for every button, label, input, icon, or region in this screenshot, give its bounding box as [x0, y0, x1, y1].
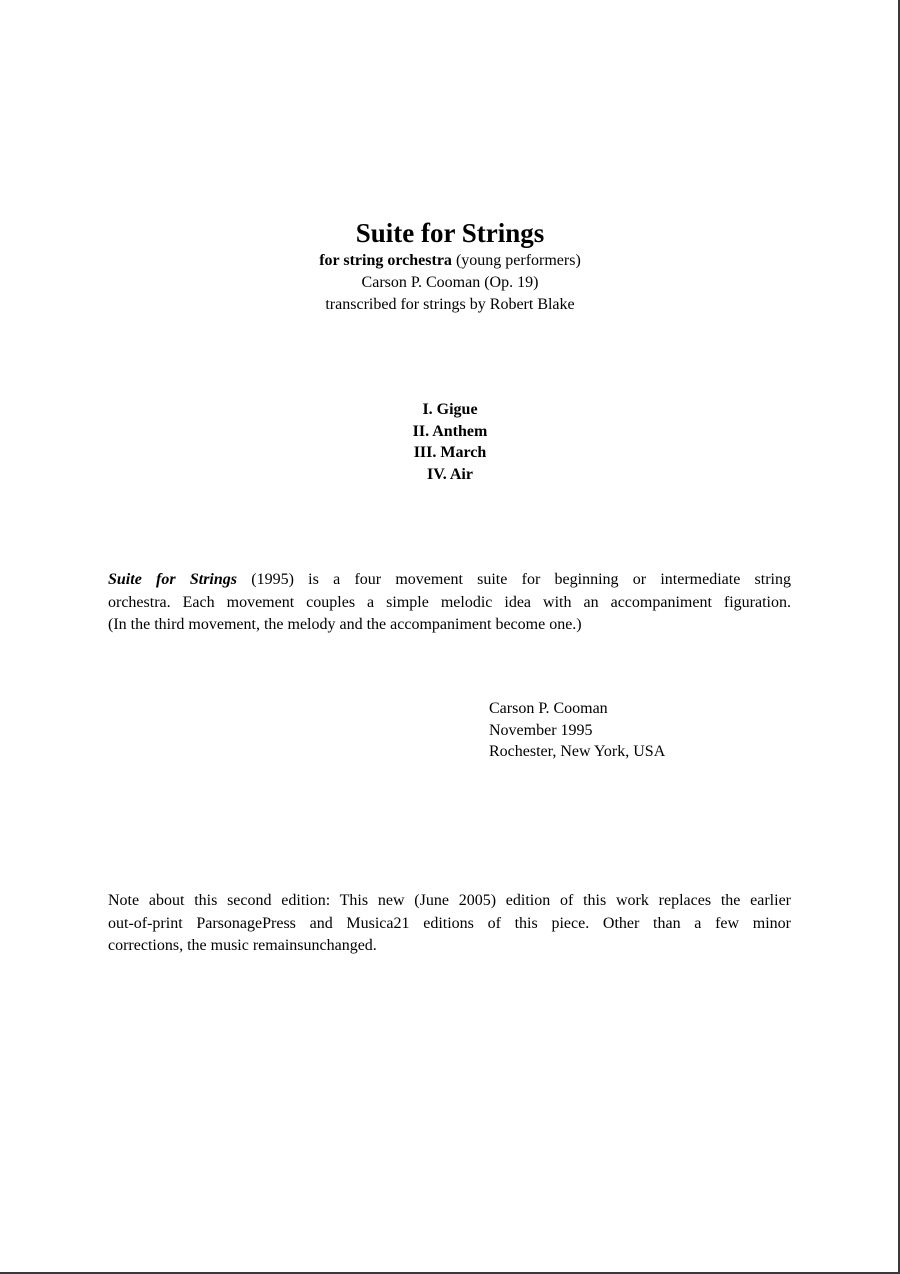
- signature-name: Carson P. Cooman: [489, 700, 608, 717]
- description-line-1: [108, 569, 791, 592]
- edition-note-line-1: Note about this second edition: This new (June 2005) edition of this work replaces the earlier: [108, 892, 791, 909]
- description-line-3: (In the third movement, the melody and the accompaniment become one.): [108, 616, 582, 633]
- transcription-line: transcribed for strings by Robert Blake: [325, 296, 575, 313]
- signature-block: [489, 698, 665, 763]
- movement-item: I. Gigue: [422, 401, 478, 418]
- movement-item: IV. Air: [427, 465, 473, 483]
- instrumentation-bold: for string orchestra: [319, 252, 452, 269]
- movement-item: III. March: [413, 444, 487, 461]
- document-title: Suite for Strings: [355, 218, 545, 248]
- instrumentation-rest: (young performers): [451, 252, 581, 269]
- movement-item: II. Anthem: [412, 422, 488, 440]
- signature-date: November 1995: [489, 721, 593, 739]
- edition-note-line-2: out-of-print ParsonagePress and Musica21 editions of this piece. Other than a few minor: [108, 914, 791, 932]
- description-work-title: Suite for Strings: [108, 571, 237, 588]
- description-paragraph: [108, 569, 791, 637]
- title-block: [0, 216, 900, 316]
- movement-list: [0, 399, 900, 485]
- edition-note: [108, 890, 791, 958]
- description-line-1-rest: (1995) is a four movement suite for beginning or intermediate string: [237, 571, 792, 588]
- signature-place: Rochester, New York, USA: [489, 743, 666, 760]
- description-line-2: orchestra. Each movement couples a simple melodic idea with an accompaniment figuration.: [108, 593, 791, 611]
- instrumentation-line: [0, 250, 900, 272]
- composer-line: Carson P. Cooman (Op. 19): [361, 274, 539, 291]
- edition-note-line-3: corrections, the music remainsunchanged.: [108, 937, 377, 954]
